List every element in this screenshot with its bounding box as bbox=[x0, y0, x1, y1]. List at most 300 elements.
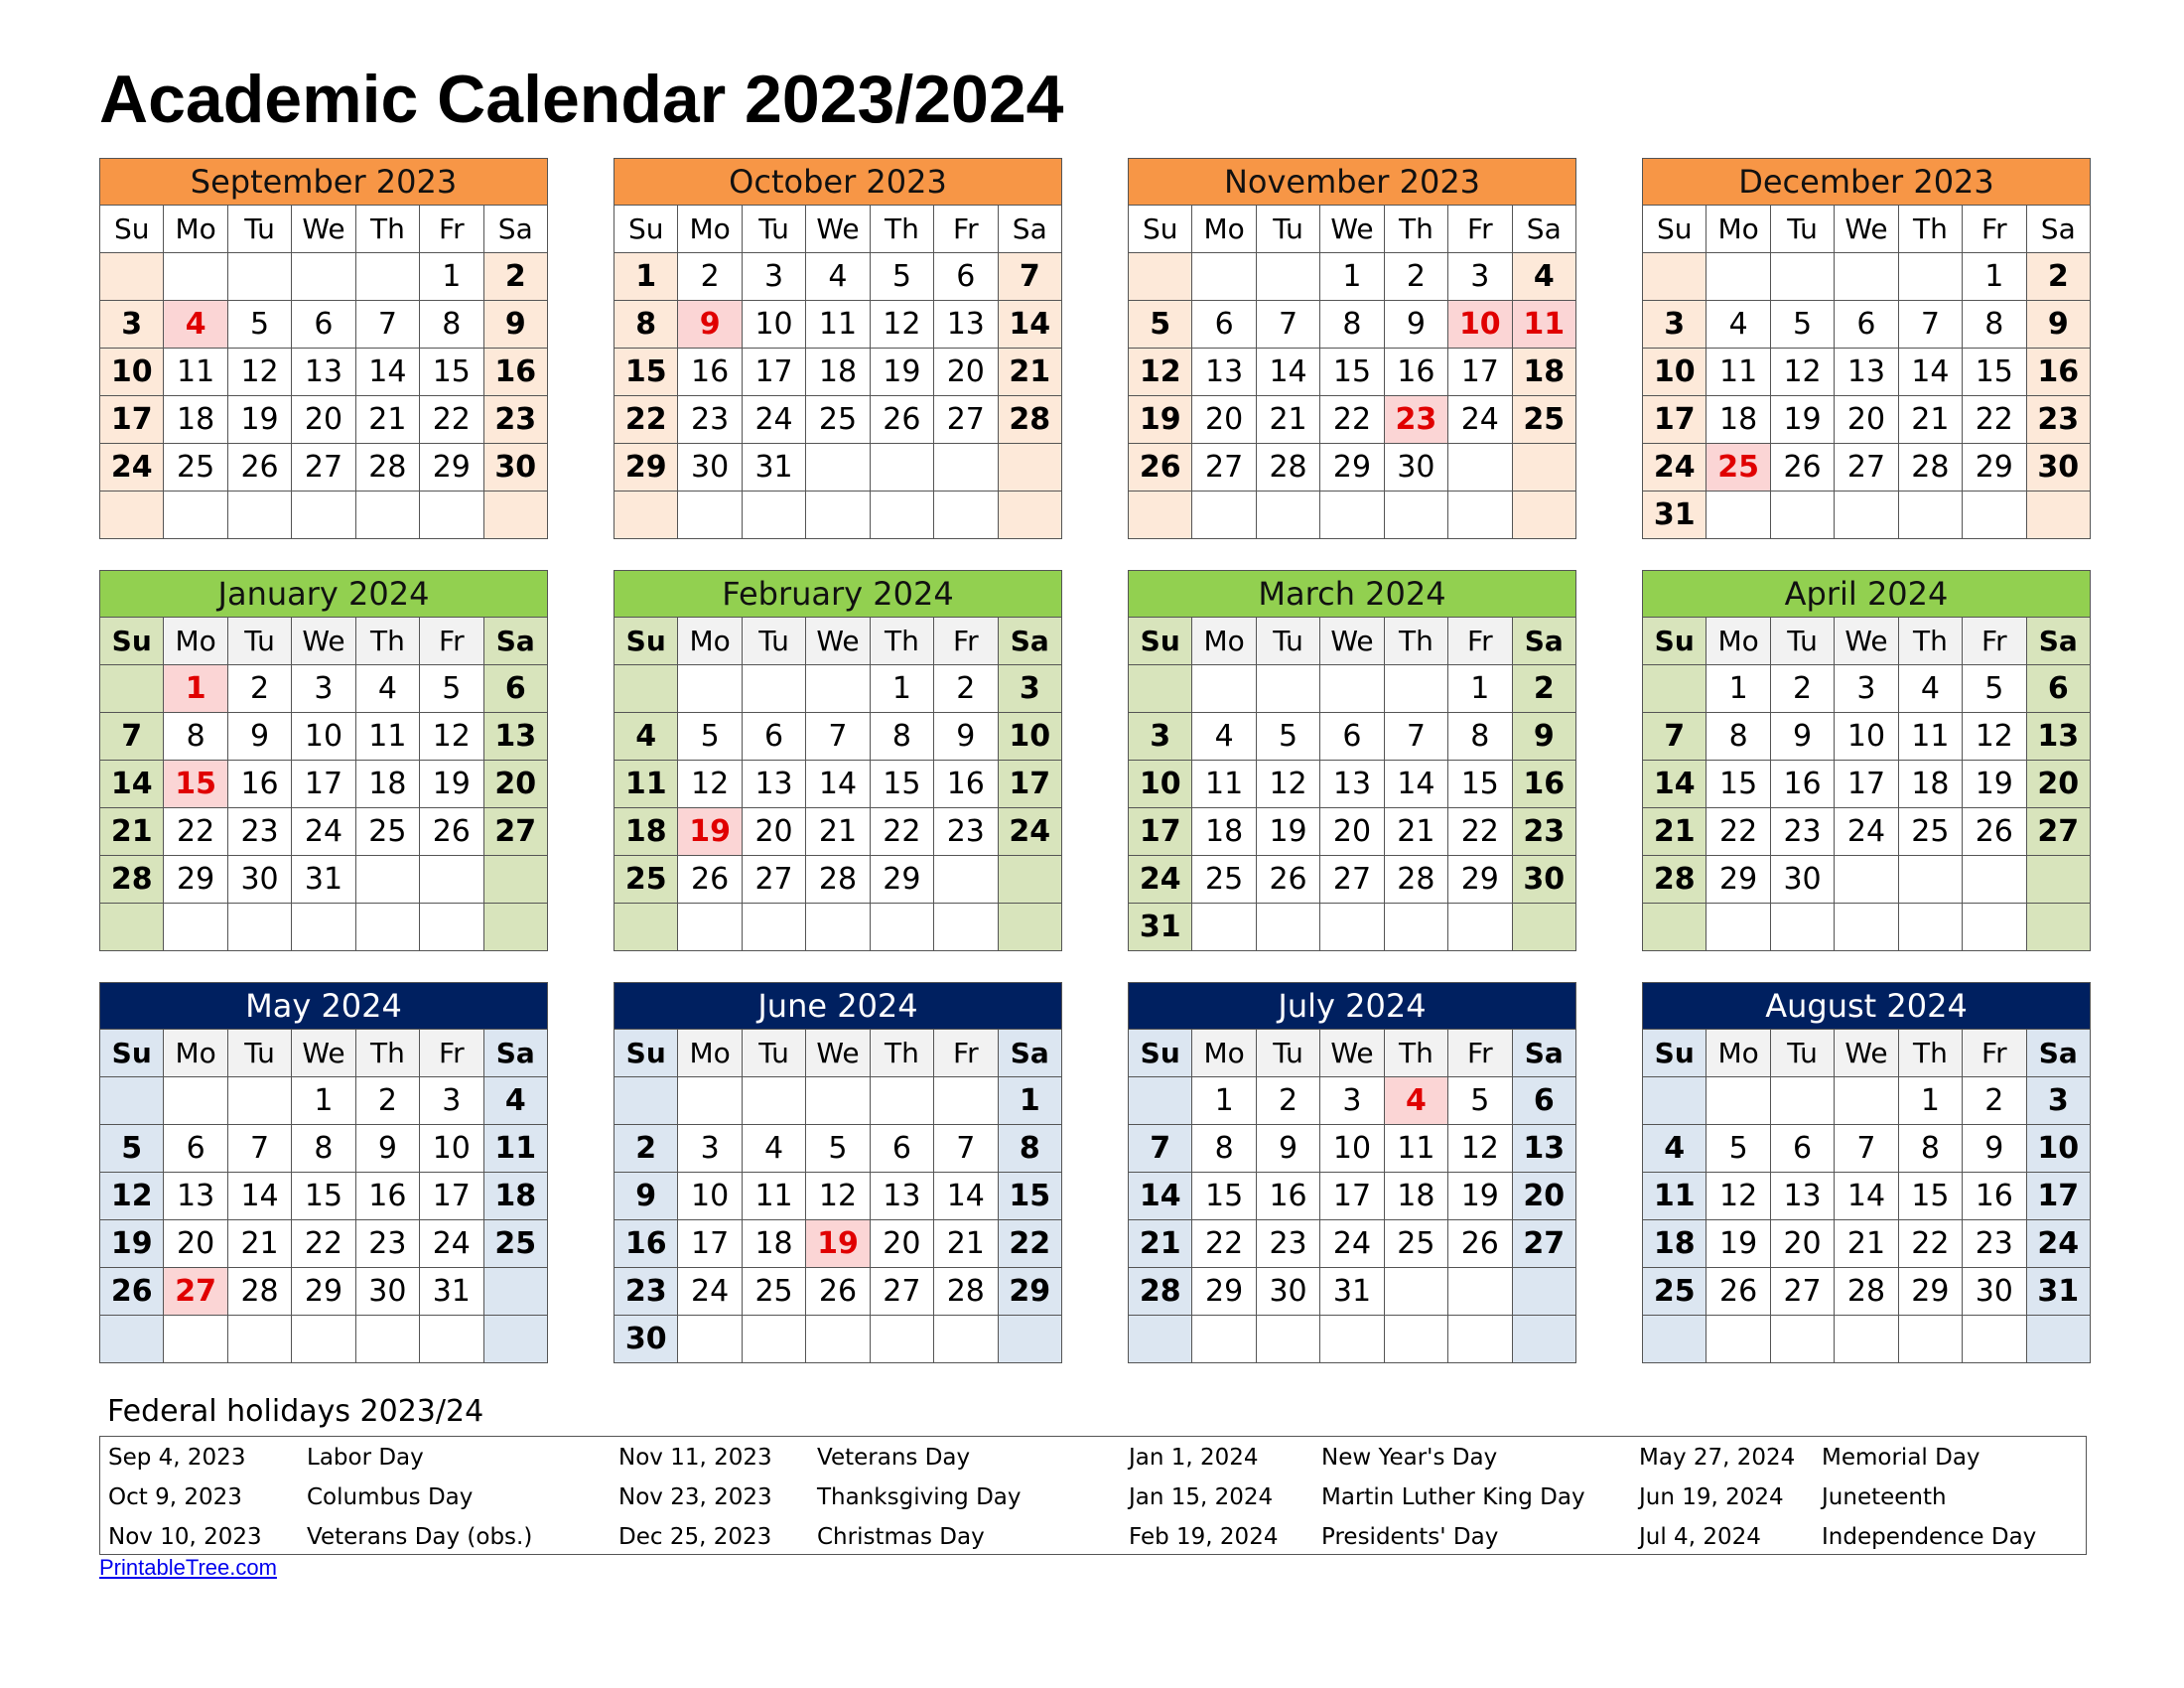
day-cell: 24 bbox=[420, 1220, 483, 1268]
day-cell: 22 bbox=[870, 808, 933, 856]
day-cell: 14 bbox=[1643, 761, 1706, 808]
day-cell: 20 bbox=[934, 349, 998, 396]
empty-cell bbox=[1835, 492, 1898, 539]
empty-cell bbox=[420, 856, 483, 904]
day-cell: 24 bbox=[742, 396, 805, 444]
day-cell: 23 bbox=[483, 396, 547, 444]
day-cell: 22 bbox=[1320, 396, 1384, 444]
weekday-header: Th bbox=[1898, 206, 1962, 253]
day-cell: 27 bbox=[934, 396, 998, 444]
day-cell: 30 bbox=[1963, 1268, 2026, 1316]
weekday-header: Tu bbox=[227, 206, 291, 253]
empty-cell bbox=[1256, 904, 1319, 951]
day-cell: 3 bbox=[1320, 1077, 1384, 1125]
month-name: April 2024 bbox=[1643, 571, 2091, 618]
day-cell: 5 bbox=[1129, 301, 1192, 349]
empty-cell bbox=[1643, 904, 1706, 951]
day-cell: 20 bbox=[1320, 808, 1384, 856]
day-cell: 15 bbox=[292, 1173, 355, 1220]
day-cell: 28 bbox=[1835, 1268, 1898, 1316]
empty-cell bbox=[614, 1077, 678, 1125]
day-cell: 11 bbox=[742, 1173, 805, 1220]
weekday-header: Tu bbox=[1770, 1030, 1834, 1077]
day-cell: 4 bbox=[1512, 253, 1575, 301]
day-cell: 29 bbox=[292, 1268, 355, 1316]
day-cell: 19 bbox=[100, 1220, 164, 1268]
day-cell: 9 bbox=[227, 713, 291, 761]
weekday-header: We bbox=[806, 618, 870, 665]
day-cell: 29 bbox=[1963, 444, 2026, 492]
empty-cell bbox=[1512, 1316, 1575, 1363]
day-cell: 2 bbox=[1512, 665, 1575, 713]
empty-cell bbox=[1192, 665, 1256, 713]
day-cell: 19 bbox=[1129, 396, 1192, 444]
day-cell: 10 bbox=[420, 1125, 483, 1173]
empty-cell bbox=[1643, 1077, 1706, 1125]
day-cell: 15 bbox=[1963, 349, 2026, 396]
empty-cell bbox=[227, 1077, 291, 1125]
day-cell: 17 bbox=[1643, 396, 1706, 444]
day-cell: 2 bbox=[483, 253, 547, 301]
day-cell: 10 bbox=[998, 713, 1061, 761]
weekday-header: Su bbox=[1643, 618, 1706, 665]
empty-cell bbox=[1192, 492, 1256, 539]
day-cell: 11 bbox=[1643, 1173, 1706, 1220]
day-cell: 6 bbox=[1512, 1077, 1575, 1125]
day-cell: 14 bbox=[355, 349, 419, 396]
month-name: July 2024 bbox=[1129, 983, 1576, 1030]
day-cell: 6 bbox=[1320, 713, 1384, 761]
day-cell: 4 bbox=[742, 1125, 805, 1173]
day-cell: 16 bbox=[1770, 761, 1834, 808]
day-cell: 21 bbox=[1898, 396, 1962, 444]
day-cell: 6 bbox=[1835, 301, 1898, 349]
day-cell: 28 bbox=[934, 1268, 998, 1316]
empty-cell bbox=[678, 1077, 742, 1125]
weekday-header: Fr bbox=[1448, 1030, 1512, 1077]
month-name: December 2023 bbox=[1643, 159, 2091, 206]
day-cell: 9 bbox=[355, 1125, 419, 1173]
day-cell: 18 bbox=[1898, 761, 1962, 808]
day-cell: 3 bbox=[678, 1125, 742, 1173]
empty-cell bbox=[870, 492, 933, 539]
day-cell: 28 bbox=[998, 396, 1061, 444]
day-cell: 11 bbox=[483, 1125, 547, 1173]
empty-cell bbox=[934, 904, 998, 951]
day-cell: 12 bbox=[806, 1173, 870, 1220]
weekday-header: Su bbox=[614, 618, 678, 665]
day-cell: 6 bbox=[292, 301, 355, 349]
day-cell: 5 bbox=[1706, 1125, 1770, 1173]
day-cell: 18 bbox=[614, 808, 678, 856]
day-cell: 11 bbox=[355, 713, 419, 761]
day-cell: 27 bbox=[292, 444, 355, 492]
empty-cell bbox=[1129, 1316, 1192, 1363]
weekday-header: Fr bbox=[1963, 618, 2026, 665]
day-cell: 29 bbox=[870, 856, 933, 904]
day-cell: 7 bbox=[227, 1125, 291, 1173]
day-cell: 12 bbox=[1963, 713, 2026, 761]
day-cell: 29 bbox=[1192, 1268, 1256, 1316]
day-cell: 24 bbox=[998, 808, 1061, 856]
day-cell: 26 bbox=[1963, 808, 2026, 856]
empty-cell bbox=[420, 492, 483, 539]
day-cell: 18 bbox=[1384, 1173, 1447, 1220]
day-cell: 7 bbox=[1835, 1125, 1898, 1173]
weekday-header: We bbox=[1320, 206, 1384, 253]
empty-cell bbox=[742, 1316, 805, 1363]
day-cell: 27 bbox=[483, 808, 547, 856]
weekday-header: We bbox=[1320, 618, 1384, 665]
empty-cell bbox=[1835, 1077, 1898, 1125]
day-cell: 1 bbox=[292, 1077, 355, 1125]
day-cell: 25 bbox=[806, 396, 870, 444]
day-cell: 3 bbox=[1448, 253, 1512, 301]
empty-cell bbox=[934, 1316, 998, 1363]
empty-cell bbox=[164, 1316, 227, 1363]
weekday-header: Th bbox=[1898, 1030, 1962, 1077]
day-cell: 30 bbox=[1512, 856, 1575, 904]
day-cell: 21 bbox=[1129, 1220, 1192, 1268]
day-cell: 1 bbox=[1320, 253, 1384, 301]
weekday-header: Su bbox=[1129, 206, 1192, 253]
empty-cell bbox=[1770, 1316, 1834, 1363]
day-cell: 1 bbox=[1898, 1077, 1962, 1125]
day-cell: 12 bbox=[420, 713, 483, 761]
day-cell: 7 bbox=[998, 253, 1061, 301]
day-cell: 13 bbox=[1770, 1173, 1834, 1220]
day-cell: 12 bbox=[870, 301, 933, 349]
day-cell: 18 bbox=[1512, 349, 1575, 396]
day-cell: 8 bbox=[1706, 713, 1770, 761]
weekday-header: Mo bbox=[1192, 618, 1256, 665]
weekday-header: Fr bbox=[1448, 618, 1512, 665]
empty-cell bbox=[870, 1077, 933, 1125]
day-cell: 7 bbox=[355, 301, 419, 349]
empty-cell bbox=[164, 1077, 227, 1125]
day-cell: 20 bbox=[483, 761, 547, 808]
empty-cell bbox=[1643, 1316, 1706, 1363]
holiday-date: Jul 4, 2024 bbox=[1639, 1524, 1761, 1550]
day-cell: 16 bbox=[2026, 349, 2090, 396]
day-cell: 9 bbox=[2026, 301, 2090, 349]
holiday-name: New Year's Day bbox=[1321, 1445, 1498, 1471]
month-calendar bbox=[614, 570, 1062, 951]
holiday-name: Martin Luther King Day bbox=[1321, 1484, 1585, 1510]
day-cell: 25 bbox=[742, 1268, 805, 1316]
day-cell: 22 bbox=[292, 1220, 355, 1268]
month-calendar bbox=[1128, 570, 1576, 951]
empty-cell bbox=[2026, 856, 2090, 904]
day-cell: 19 bbox=[1706, 1220, 1770, 1268]
day-cell: 8 bbox=[870, 713, 933, 761]
day-cell: 29 bbox=[1898, 1268, 1962, 1316]
day-cell: 14 bbox=[227, 1173, 291, 1220]
day-cell: 13 bbox=[1512, 1125, 1575, 1173]
day-cell: 3 bbox=[1835, 665, 1898, 713]
empty-cell bbox=[164, 492, 227, 539]
day-cell: 7 bbox=[1129, 1125, 1192, 1173]
day-cell: 17 bbox=[998, 761, 1061, 808]
day-cell: 9 bbox=[1256, 1125, 1319, 1173]
day-cell: 15 bbox=[420, 349, 483, 396]
empty-cell bbox=[678, 1316, 742, 1363]
empty-cell bbox=[614, 665, 678, 713]
holiday-date: Jan 15, 2024 bbox=[1129, 1484, 1274, 1510]
weekday-header: Sa bbox=[2026, 206, 2090, 253]
day-cell: 29 bbox=[1320, 444, 1384, 492]
day-cell: 21 bbox=[227, 1220, 291, 1268]
day-cell: 8 bbox=[1963, 301, 2026, 349]
empty-cell bbox=[1448, 444, 1512, 492]
empty-cell bbox=[1512, 904, 1575, 951]
day-cell: 1 bbox=[614, 253, 678, 301]
day-cell: 14 bbox=[1898, 349, 1962, 396]
day-cell: 16 bbox=[227, 761, 291, 808]
empty-cell bbox=[1643, 253, 1706, 301]
empty-cell bbox=[1706, 253, 1770, 301]
day-cell: 15 bbox=[614, 349, 678, 396]
month-calendar bbox=[1128, 982, 1576, 1363]
empty-cell bbox=[742, 492, 805, 539]
weekday-header: Mo bbox=[1192, 206, 1256, 253]
day-cell: 16 bbox=[614, 1220, 678, 1268]
day-cell: 6 bbox=[2026, 665, 2090, 713]
empty-cell bbox=[100, 1077, 164, 1125]
weekday-header: Sa bbox=[998, 618, 1061, 665]
day-cell: 1 bbox=[870, 665, 933, 713]
weekday-header: Tu bbox=[1770, 618, 1834, 665]
holiday-date: May 27, 2024 bbox=[1639, 1445, 1796, 1471]
day-cell: 22 bbox=[1898, 1220, 1962, 1268]
weekday-header: Sa bbox=[483, 1030, 547, 1077]
day-cell: 24 bbox=[1129, 856, 1192, 904]
weekday-header: Th bbox=[1898, 618, 1962, 665]
day-cell: 17 bbox=[1320, 1173, 1384, 1220]
day-cell: 17 bbox=[100, 396, 164, 444]
day-cell: 22 bbox=[1963, 396, 2026, 444]
holiday-name: Columbus Day bbox=[307, 1484, 474, 1510]
day-cell: 12 bbox=[1706, 1173, 1770, 1220]
holiday-name: Veterans Day (obs.) bbox=[307, 1524, 533, 1550]
empty-cell bbox=[1384, 904, 1447, 951]
holiday-name: Christmas Day bbox=[817, 1524, 985, 1550]
holiday-date: Sep 4, 2023 bbox=[108, 1445, 246, 1471]
day-cell: 15 bbox=[1448, 761, 1512, 808]
day-cell: 14 bbox=[1835, 1173, 1898, 1220]
day-cell: 11 bbox=[614, 761, 678, 808]
day-cell: 5 bbox=[806, 1125, 870, 1173]
day-cell: 20 bbox=[870, 1220, 933, 1268]
day-cell: 13 bbox=[742, 761, 805, 808]
empty-cell bbox=[614, 904, 678, 951]
empty-cell bbox=[806, 904, 870, 951]
day-cell: 20 bbox=[1835, 396, 1898, 444]
day-cell: 9 bbox=[1770, 713, 1834, 761]
day-cell: 8 bbox=[1448, 713, 1512, 761]
day-cell: 25 bbox=[1643, 1268, 1706, 1316]
day-cell: 19 bbox=[227, 396, 291, 444]
empty-cell bbox=[998, 904, 1061, 951]
weekday-header: Tu bbox=[227, 618, 291, 665]
empty-cell bbox=[1512, 1268, 1575, 1316]
empty-cell bbox=[1770, 492, 1834, 539]
day-cell: 18 bbox=[164, 396, 227, 444]
weekday-header: Sa bbox=[998, 1030, 1061, 1077]
weekday-header: We bbox=[292, 618, 355, 665]
day-cell: 20 bbox=[1192, 396, 1256, 444]
month-calendar bbox=[1642, 982, 2091, 1363]
empty-cell bbox=[420, 904, 483, 951]
day-cell: 22 bbox=[420, 396, 483, 444]
empty-cell bbox=[1448, 904, 1512, 951]
day-cell: 20 bbox=[1512, 1173, 1575, 1220]
day-cell: 15 bbox=[998, 1173, 1061, 1220]
day-cell: 20 bbox=[1770, 1220, 1834, 1268]
day-cell: 21 bbox=[1256, 396, 1319, 444]
month-calendar bbox=[1642, 570, 2091, 951]
empty-cell bbox=[1770, 1077, 1834, 1125]
day-cell: 25 bbox=[1512, 396, 1575, 444]
day-cell: 13 bbox=[934, 301, 998, 349]
day-cell: 29 bbox=[1706, 856, 1770, 904]
weekday-header: We bbox=[806, 206, 870, 253]
day-cell: 10 bbox=[742, 301, 805, 349]
empty-cell bbox=[998, 1316, 1061, 1363]
day-cell: 4 bbox=[483, 1077, 547, 1125]
weekday-header: Tu bbox=[742, 206, 805, 253]
month-calendar bbox=[1642, 158, 2091, 539]
day-cell: 7 bbox=[1256, 301, 1319, 349]
day-cell: 19 bbox=[420, 761, 483, 808]
empty-cell bbox=[934, 444, 998, 492]
empty-cell bbox=[100, 904, 164, 951]
day-cell: 10 bbox=[1835, 713, 1898, 761]
day-cell: 3 bbox=[742, 253, 805, 301]
day-cell: 6 bbox=[742, 713, 805, 761]
day-cell: 23 bbox=[227, 808, 291, 856]
empty-cell bbox=[292, 904, 355, 951]
day-cell: 14 bbox=[1256, 349, 1319, 396]
empty-cell bbox=[100, 1316, 164, 1363]
empty-cell bbox=[1320, 665, 1384, 713]
empty-cell bbox=[483, 1268, 547, 1316]
empty-cell bbox=[870, 1316, 933, 1363]
day-cell: 23 bbox=[1963, 1220, 2026, 1268]
day-cell: 26 bbox=[227, 444, 291, 492]
day-cell: 25 bbox=[614, 856, 678, 904]
day-cell: 5 bbox=[420, 665, 483, 713]
day-cell: 27 bbox=[164, 1268, 227, 1316]
day-cell: 20 bbox=[164, 1220, 227, 1268]
holiday-date: Jun 19, 2024 bbox=[1639, 1484, 1784, 1510]
day-cell: 11 bbox=[806, 301, 870, 349]
day-cell: 24 bbox=[292, 808, 355, 856]
day-cell: 17 bbox=[420, 1173, 483, 1220]
day-cell: 8 bbox=[164, 713, 227, 761]
weekday-header: We bbox=[292, 1030, 355, 1077]
weekday-header: We bbox=[1835, 1030, 1898, 1077]
day-cell: 5 bbox=[870, 253, 933, 301]
day-cell: 1 bbox=[164, 665, 227, 713]
day-cell: 24 bbox=[678, 1268, 742, 1316]
day-cell: 27 bbox=[1320, 856, 1384, 904]
empty-cell bbox=[164, 904, 227, 951]
empty-cell bbox=[1192, 253, 1256, 301]
day-cell: 18 bbox=[355, 761, 419, 808]
empty-cell bbox=[1835, 253, 1898, 301]
month-name: March 2024 bbox=[1129, 571, 1576, 618]
month-name: May 2024 bbox=[100, 983, 548, 1030]
empty-cell bbox=[806, 665, 870, 713]
day-cell: 1 bbox=[1448, 665, 1512, 713]
day-cell: 1 bbox=[420, 253, 483, 301]
empty-cell bbox=[1129, 492, 1192, 539]
day-cell: 9 bbox=[934, 713, 998, 761]
day-cell: 3 bbox=[100, 301, 164, 349]
day-cell: 19 bbox=[870, 349, 933, 396]
day-cell: 17 bbox=[292, 761, 355, 808]
empty-cell bbox=[1320, 904, 1384, 951]
day-cell: 24 bbox=[100, 444, 164, 492]
holiday-name: Presidents' Day bbox=[1321, 1524, 1499, 1550]
weekday-header: Th bbox=[355, 618, 419, 665]
holiday-name: Thanksgiving Day bbox=[817, 1484, 1022, 1510]
day-cell: 24 bbox=[1320, 1220, 1384, 1268]
day-cell: 6 bbox=[1192, 301, 1256, 349]
weekday-header: Fr bbox=[420, 618, 483, 665]
day-cell: 24 bbox=[1448, 396, 1512, 444]
day-cell: 26 bbox=[1770, 444, 1834, 492]
weekday-header: Sa bbox=[1512, 1030, 1575, 1077]
holiday-date: Jan 1, 2024 bbox=[1129, 1445, 1259, 1471]
day-cell: 27 bbox=[742, 856, 805, 904]
day-cell: 6 bbox=[934, 253, 998, 301]
empty-cell bbox=[1706, 492, 1770, 539]
month-calendar bbox=[614, 158, 1062, 539]
day-cell: 4 bbox=[164, 301, 227, 349]
empty-cell bbox=[806, 1077, 870, 1125]
empty-cell bbox=[998, 856, 1061, 904]
day-cell: 28 bbox=[1384, 856, 1447, 904]
day-cell: 16 bbox=[1512, 761, 1575, 808]
day-cell: 30 bbox=[2026, 444, 2090, 492]
weekday-header: Su bbox=[1129, 1030, 1192, 1077]
month-name: August 2024 bbox=[1643, 983, 2091, 1030]
day-cell: 23 bbox=[1770, 808, 1834, 856]
day-cell: 22 bbox=[1192, 1220, 1256, 1268]
day-cell: 13 bbox=[483, 713, 547, 761]
empty-cell bbox=[1192, 1316, 1256, 1363]
empty-cell bbox=[1256, 253, 1319, 301]
month-calendar bbox=[99, 570, 548, 951]
month-calendar bbox=[99, 982, 548, 1363]
empty-cell bbox=[1706, 1316, 1770, 1363]
day-cell: 16 bbox=[934, 761, 998, 808]
weekday-header: Tu bbox=[742, 1030, 805, 1077]
day-cell: 7 bbox=[1898, 301, 1962, 349]
printabletree-link[interactable]: PrintableTree.com bbox=[99, 1555, 277, 1580]
weekday-header: Th bbox=[355, 1030, 419, 1077]
day-cell: 26 bbox=[1448, 1220, 1512, 1268]
day-cell: 25 bbox=[1898, 808, 1962, 856]
day-cell: 31 bbox=[742, 444, 805, 492]
weekday-header: We bbox=[806, 1030, 870, 1077]
day-cell: 21 bbox=[934, 1220, 998, 1268]
month-name: October 2023 bbox=[614, 159, 1062, 206]
day-cell: 22 bbox=[1448, 808, 1512, 856]
empty-cell bbox=[998, 492, 1061, 539]
